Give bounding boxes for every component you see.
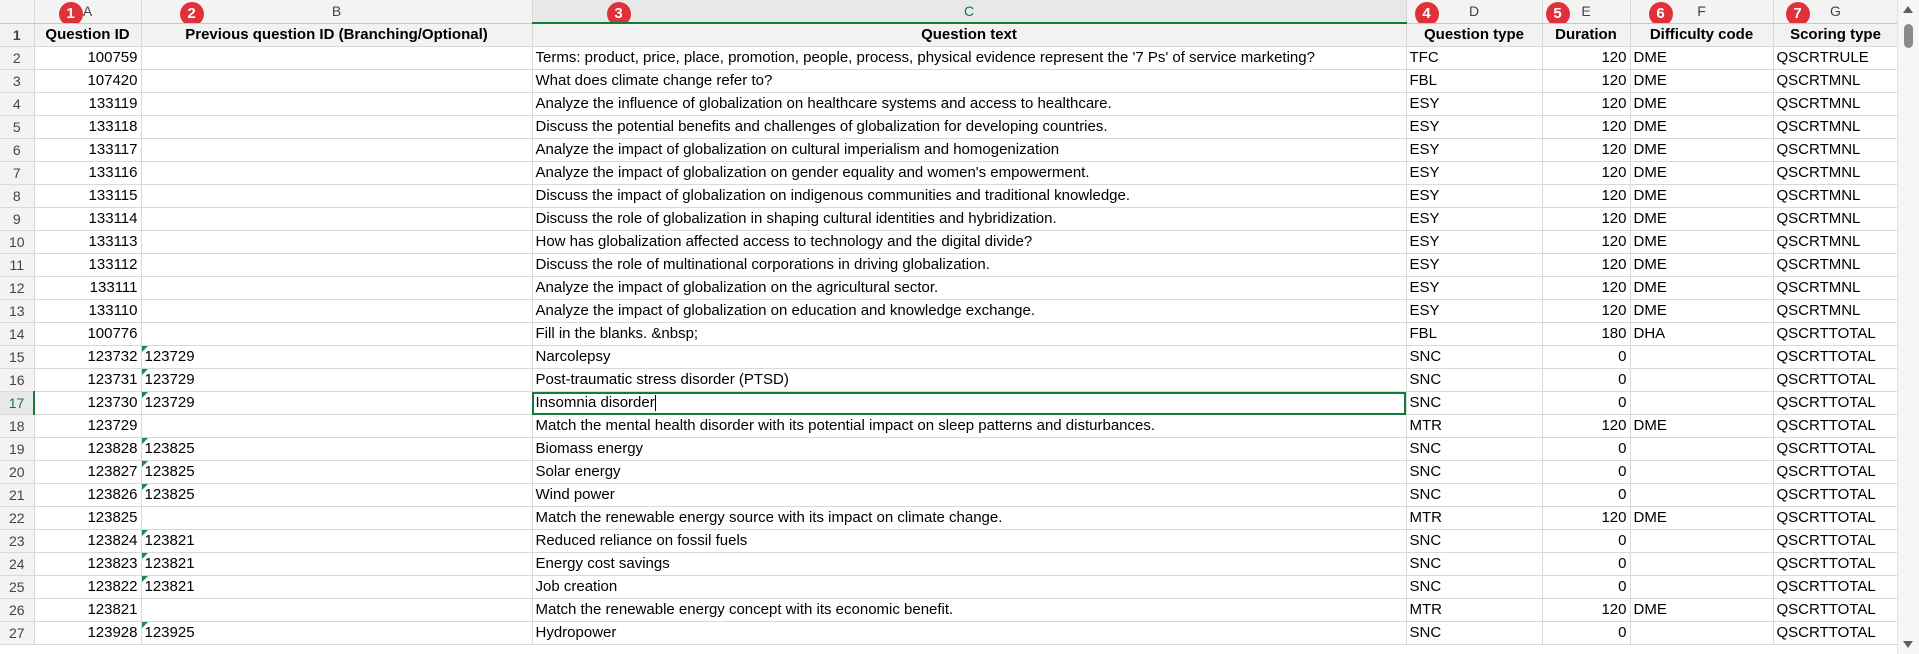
cell-scoring-type[interactable]: QSCRTTOTAL: [1773, 369, 1898, 392]
row-header[interactable]: 15: [0, 346, 34, 369]
cell-question-type[interactable]: ESY: [1406, 231, 1542, 254]
cell-question-text[interactable]: Post-traumatic stress disorder (PTSD): [532, 369, 1406, 392]
header-question-id[interactable]: Question ID: [34, 23, 141, 47]
cell-question-id[interactable]: 123828: [34, 438, 141, 461]
column-letter-c: C: [963, 3, 975, 19]
cell-question-type[interactable]: SNC: [1406, 484, 1542, 507]
cell-previous-question-id[interactable]: 123821: [141, 530, 532, 553]
cell-difficulty-code[interactable]: DME: [1630, 139, 1773, 162]
cell-question-text[interactable]: Narcolepsy: [532, 346, 1406, 369]
cell-difficulty-code[interactable]: DME: [1630, 231, 1773, 254]
table-row: [0, 139, 1898, 162]
cell-previous-question-id[interactable]: 123825: [141, 461, 532, 484]
table-row: [0, 438, 1898, 461]
cell-question-type[interactable]: SNC: [1406, 553, 1542, 576]
cell-difficulty-code[interactable]: DME: [1630, 300, 1773, 323]
cell-previous-question-id[interactable]: 123729: [141, 392, 532, 415]
cell-question-id[interactable]: 123825: [34, 507, 141, 530]
cell-difficulty-code[interactable]: [1630, 622, 1773, 645]
cell-previous-question-id[interactable]: 123729: [141, 369, 532, 392]
cell-difficulty-code[interactable]: [1630, 576, 1773, 599]
cell-question-type[interactable]: ESY: [1406, 139, 1542, 162]
cell-difficulty-code[interactable]: DME: [1630, 277, 1773, 300]
cell-previous-question-id[interactable]: 123821: [141, 553, 532, 576]
cell-previous-question-id[interactable]: 123729: [141, 346, 532, 369]
row-header[interactable]: 8: [0, 185, 34, 208]
cell-question-type[interactable]: SNC: [1406, 392, 1542, 415]
cell-duration[interactable]: 120: [1542, 93, 1630, 116]
cell-question-id[interactable]: 133119: [34, 93, 141, 116]
column-header-b[interactable]: [141, 0, 532, 23]
table-row: [0, 231, 1898, 254]
row-header[interactable]: 3: [0, 70, 34, 93]
cell-duration[interactable]: 120: [1542, 185, 1630, 208]
cell-question-id[interactable]: 123821: [34, 599, 141, 622]
cell-question-type[interactable]: TFC: [1406, 47, 1542, 70]
cell-duration[interactable]: 120: [1542, 415, 1630, 438]
cell-difficulty-code[interactable]: DME: [1630, 507, 1773, 530]
cell-question-text[interactable]: Match the renewable energy source with its impact on climate change.: [532, 507, 1406, 530]
cell-question-type[interactable]: ESY: [1406, 116, 1542, 139]
cell-previous-question-id[interactable]: 123825: [141, 484, 532, 507]
vertical-scrollbar[interactable]: [1897, 0, 1919, 654]
table-row: [0, 599, 1898, 622]
column-header-e[interactable]: [1542, 0, 1630, 23]
header-row: [0, 23, 1898, 47]
table-row: [0, 484, 1898, 507]
table-row: [0, 162, 1898, 185]
cell-question-type[interactable]: FBL: [1406, 323, 1542, 346]
cell-question-type[interactable]: SNC: [1406, 576, 1542, 599]
cell-scoring-type[interactable]: QSCRTTOTAL: [1773, 323, 1898, 346]
cell-previous-question-id[interactable]: [141, 47, 532, 70]
header-question-text[interactable]: Question text: [532, 23, 1406, 47]
cell-duration[interactable]: 0: [1542, 530, 1630, 553]
cell-difficulty-code[interactable]: [1630, 553, 1773, 576]
row-header[interactable]: 2: [0, 47, 34, 70]
cell-question-text[interactable]: Solar energy: [532, 461, 1406, 484]
row-header[interactable]: 26: [0, 599, 34, 622]
table-row: [0, 277, 1898, 300]
cell-duration[interactable]: 120: [1542, 116, 1630, 139]
cell-duration[interactable]: 0: [1542, 553, 1630, 576]
cell-question-text[interactable]: Job creation: [532, 576, 1406, 599]
cell-question-text[interactable]: Analyze the impact of globalization on cultural imperialism and homogenization: [532, 139, 1406, 162]
cell-duration[interactable]: 120: [1542, 139, 1630, 162]
column-badge-1: 1: [59, 2, 83, 23]
row-header[interactable]: 24: [0, 553, 34, 576]
cell-difficulty-code[interactable]: [1630, 530, 1773, 553]
table-row: [0, 116, 1898, 139]
cell-question-id[interactable]: 133115: [34, 185, 141, 208]
row-header[interactable]: 14: [0, 323, 34, 346]
cell-previous-question-id[interactable]: [141, 231, 532, 254]
row-header[interactable]: 23: [0, 530, 34, 553]
cell-question-id[interactable]: 133116: [34, 162, 141, 185]
cell-difficulty-code[interactable]: [1630, 484, 1773, 507]
cell-scoring-type[interactable]: QSCRTMNL: [1773, 93, 1898, 116]
header-question-type[interactable]: Question type: [1406, 23, 1542, 47]
text-caret: [655, 395, 656, 411]
row-header[interactable]: 7: [0, 162, 34, 185]
column-header-c[interactable]: [532, 0, 1406, 23]
cell-question-text[interactable]: Hydropower: [532, 622, 1406, 645]
cell-scoring-type[interactable]: QSCRTMNL: [1773, 277, 1898, 300]
column-header-d[interactable]: [1406, 0, 1542, 23]
cell-previous-question-id[interactable]: [141, 139, 532, 162]
cell-scoring-type[interactable]: QSCRTMNL: [1773, 254, 1898, 277]
cell-edit-text: Insomnia disorder: [535, 394, 655, 411]
table-row: [0, 576, 1898, 599]
cell-scoring-type[interactable]: QSCRTMNL: [1773, 116, 1898, 139]
cell-question-id[interactable]: 133118: [34, 116, 141, 139]
cell-scoring-type[interactable]: QSCRTTOTAL: [1773, 576, 1898, 599]
cell-previous-question-id[interactable]: [141, 300, 532, 323]
column-letter-b: B: [331, 3, 342, 20]
cell-question-id[interactable]: 100759: [34, 47, 141, 70]
cell-duration[interactable]: 120: [1542, 507, 1630, 530]
cell-scoring-type[interactable]: QSCRTMNL: [1773, 70, 1898, 93]
cell-question-text[interactable]: Reduced reliance on fossil fuels: [532, 530, 1406, 553]
cell-question-type[interactable]: FBL: [1406, 70, 1542, 93]
cell-question-text[interactable]: Discuss the potential benefits and challenges of globalization for developing countries.: [532, 116, 1406, 139]
cell-scoring-type[interactable]: QSCRTTOTAL: [1773, 461, 1898, 484]
cell-question-id[interactable]: 123827: [34, 461, 141, 484]
cell-duration[interactable]: 0: [1542, 392, 1630, 415]
cell-scoring-type[interactable]: QSCRTMNL: [1773, 185, 1898, 208]
cell-previous-question-id[interactable]: [141, 415, 532, 438]
cell-scoring-type[interactable]: QSCRTTOTAL: [1773, 599, 1898, 622]
cell-difficulty-code[interactable]: DME: [1630, 70, 1773, 93]
cell-duration[interactable]: 0: [1542, 461, 1630, 484]
header-previous-question-id[interactable]: Previous question ID (Branching/Optional): [141, 23, 532, 47]
cell-question-text[interactable]: Match the mental health disorder with its potential impact on sleep patterns and disturbances.: [532, 415, 1406, 438]
cell-question-type[interactable]: SNC: [1406, 346, 1542, 369]
cell-previous-question-id[interactable]: [141, 323, 532, 346]
cell-question-id[interactable]: 133114: [34, 208, 141, 231]
row-header[interactable]: 10: [0, 231, 34, 254]
cell-previous-question-id[interactable]: [141, 185, 532, 208]
cell-scoring-type[interactable]: QSCRTTOTAL: [1773, 553, 1898, 576]
cell-difficulty-code[interactable]: [1630, 461, 1773, 484]
cell-question-type[interactable]: SNC: [1406, 622, 1542, 645]
table-row: [0, 185, 1898, 208]
table-row: [0, 208, 1898, 231]
row-header[interactable]: 16: [0, 369, 34, 392]
row-header[interactable]: 17: [0, 392, 34, 415]
cell-duration[interactable]: 0: [1542, 438, 1630, 461]
cell-scoring-type[interactable]: QSCRTMNL: [1773, 162, 1898, 185]
cell-duration[interactable]: 120: [1542, 599, 1630, 622]
row-header[interactable]: 9: [0, 208, 34, 231]
cell-question-id[interactable]: 123928: [34, 622, 141, 645]
table-row: [0, 392, 1898, 415]
cell-question-text[interactable]: Fill in the blanks. &nbsp;: [532, 323, 1406, 346]
cell-question-type[interactable]: ESY: [1406, 185, 1542, 208]
table-row: [0, 300, 1898, 323]
table-row: [0, 47, 1898, 70]
cell-question-text[interactable]: Biomass energy: [532, 438, 1406, 461]
cell-question-text[interactable]: Wind power: [532, 484, 1406, 507]
cell-previous-question-id[interactable]: [141, 93, 532, 116]
cell-question-text[interactable]: Discuss the role of globalization in shaping cultural identities and hybridization.: [532, 208, 1406, 231]
table-row: [0, 70, 1898, 93]
row-header[interactable]: 22: [0, 507, 34, 530]
cell-previous-question-id[interactable]: [141, 277, 532, 300]
scroll-down-arrow-icon[interactable]: [1903, 641, 1913, 648]
select-all-corner[interactable]: [0, 0, 34, 23]
cell-question-id[interactable]: 123730: [34, 392, 141, 415]
row-header[interactable]: 11: [0, 254, 34, 277]
cell-duration[interactable]: 0: [1542, 576, 1630, 599]
cell-previous-question-id[interactable]: [141, 162, 532, 185]
cell-difficulty-code[interactable]: DME: [1630, 116, 1773, 139]
cell-difficulty-code[interactable]: [1630, 346, 1773, 369]
cell-scoring-type[interactable]: QSCRTTOTAL: [1773, 484, 1898, 507]
cell-question-type[interactable]: ESY: [1406, 162, 1542, 185]
cell-difficulty-code[interactable]: DME: [1630, 208, 1773, 231]
cell-question-type[interactable]: MTR: [1406, 599, 1542, 622]
cell-difficulty-code[interactable]: DME: [1630, 599, 1773, 622]
column-header-f[interactable]: [1630, 0, 1773, 23]
column-header-row: [0, 0, 1898, 23]
cell-duration[interactable]: 180: [1542, 323, 1630, 346]
cell-question-id[interactable]: 123731: [34, 369, 141, 392]
row-header[interactable]: 21: [0, 484, 34, 507]
cell-difficulty-code[interactable]: DME: [1630, 47, 1773, 70]
cell-question-id[interactable]: 123732: [34, 346, 141, 369]
column-header-g[interactable]: [1773, 0, 1898, 23]
header-duration[interactable]: Duration: [1542, 23, 1630, 47]
table-row: [0, 323, 1898, 346]
column-badge-7: 7: [1786, 2, 1810, 23]
scrollbar-thumb[interactable]: [1904, 24, 1913, 48]
table-row: [0, 254, 1898, 277]
column-letter-f: F: [1697, 3, 1706, 20]
cell-duration[interactable]: 0: [1542, 622, 1630, 645]
table-row: [0, 530, 1898, 553]
cell-duration[interactable]: 120: [1542, 162, 1630, 185]
cell-question-type[interactable]: ESY: [1406, 277, 1542, 300]
table-row: [0, 369, 1898, 392]
cell-difficulty-code[interactable]: DME: [1630, 254, 1773, 277]
cell-question-id[interactable]: 123822: [34, 576, 141, 599]
table-row: [0, 622, 1898, 645]
table-row: [0, 461, 1898, 484]
cell-scoring-type[interactable]: QSCRTTOTAL: [1773, 438, 1898, 461]
cell-scoring-type[interactable]: QSCRTTOTAL: [1773, 392, 1898, 415]
cell-duration[interactable]: 120: [1542, 254, 1630, 277]
cell-difficulty-code[interactable]: [1630, 392, 1773, 415]
column-letter-d: D: [1468, 3, 1480, 20]
cell-question-text[interactable]: Terms: product, price, place, promotion, people, process, physical evidence represent the '7 Ps' of service marketing?: [532, 47, 1406, 70]
table-row: [0, 93, 1898, 116]
row-header[interactable]: 4: [0, 93, 34, 116]
cell-scoring-type[interactable]: QSCRTTOTAL: [1773, 415, 1898, 438]
cell-question-text[interactable]: Match the renewable energy concept with its economic benefit.: [532, 599, 1406, 622]
cell-question-id[interactable]: 123729: [34, 415, 141, 438]
column-letter-a: A: [82, 3, 93, 20]
cell-question-type[interactable]: SNC: [1406, 438, 1542, 461]
scroll-up-arrow-icon[interactable]: [1903, 6, 1913, 13]
row-header[interactable]: 20: [0, 461, 34, 484]
cell-duration[interactable]: 120: [1542, 70, 1630, 93]
cell-question-text[interactable]: What does climate change refer to?: [532, 70, 1406, 93]
cell-question-id[interactable]: 100776: [34, 323, 141, 346]
cell-scoring-type[interactable]: QSCRTTOTAL: [1773, 622, 1898, 645]
cell-previous-question-id[interactable]: [141, 254, 532, 277]
cell-question-id[interactable]: 133112: [34, 254, 141, 277]
row-header[interactable]: 5: [0, 116, 34, 139]
row-header[interactable]: 12: [0, 277, 34, 300]
cell-difficulty-code[interactable]: [1630, 369, 1773, 392]
column-badge-3: 3: [607, 2, 631, 23]
column-badge-4: 4: [1415, 2, 1439, 23]
cell-scoring-type[interactable]: QSCRTTOTAL: [1773, 507, 1898, 530]
cell-previous-question-id[interactable]: [141, 208, 532, 231]
cell-previous-question-id[interactable]: 123821: [141, 576, 532, 599]
cell-question-text[interactable]: Energy cost savings: [532, 553, 1406, 576]
cell-difficulty-code[interactable]: [1630, 438, 1773, 461]
column-badge-6: 6: [1649, 2, 1673, 23]
cell-previous-question-id[interactable]: [141, 599, 532, 622]
row-header[interactable]: 19: [0, 438, 34, 461]
cell-question-id[interactable]: 133111: [34, 277, 141, 300]
column-letter-g: G: [1830, 3, 1841, 20]
cell-question-id[interactable]: 123824: [34, 530, 141, 553]
cell-difficulty-code[interactable]: DME: [1630, 185, 1773, 208]
cell-question-type[interactable]: MTR: [1406, 507, 1542, 530]
column-letter-e: E: [1581, 3, 1591, 20]
cell-previous-question-id[interactable]: [141, 116, 532, 139]
cell-question-type[interactable]: SNC: [1406, 369, 1542, 392]
cell-question-text[interactable]: Discuss the role of multinational corporations in driving globalization.: [532, 254, 1406, 277]
table-row: [0, 507, 1898, 530]
cell-previous-question-id[interactable]: 123925: [141, 622, 532, 645]
header-scoring-type[interactable]: Scoring type: [1773, 23, 1898, 47]
cell-difficulty-code[interactable]: DME: [1630, 162, 1773, 185]
cell-scoring-type[interactable]: QSCRTTOTAL: [1773, 530, 1898, 553]
header-difficulty-code[interactable]: Difficulty code: [1630, 23, 1773, 47]
cell-scoring-type[interactable]: QSCRTMNL: [1773, 208, 1898, 231]
column-badge-5: 5: [1546, 2, 1570, 23]
row-header[interactable]: 13: [0, 300, 34, 323]
row-header[interactable]: 18: [0, 415, 34, 438]
cell-duration[interactable]: 0: [1542, 346, 1630, 369]
cell-question-text[interactable]: Discuss the impact of globalization on indigenous communities and traditional knowledge.: [532, 185, 1406, 208]
cell-previous-question-id[interactable]: 123825: [141, 438, 532, 461]
cell-question-text[interactable]: Analyze the impact of globalization on education and knowledge exchange.: [532, 300, 1406, 323]
cell-question-id[interactable]: 133113: [34, 231, 141, 254]
cell-duration[interactable]: 120: [1542, 277, 1630, 300]
row-header[interactable]: 25: [0, 576, 34, 599]
row-header[interactable]: 6: [0, 139, 34, 162]
cell-duration[interactable]: 0: [1542, 369, 1630, 392]
cell-difficulty-code[interactable]: DME: [1630, 415, 1773, 438]
cell-previous-question-id[interactable]: [141, 70, 532, 93]
cell-difficulty-code[interactable]: DHA: [1630, 323, 1773, 346]
cell-question-text[interactable]: Analyze the impact of globalization on gender equality and women's empowerment.: [532, 162, 1406, 185]
cell-question-id[interactable]: 133117: [34, 139, 141, 162]
cell-duration[interactable]: 120: [1542, 208, 1630, 231]
cell-scoring-type[interactable]: QSCRTTOTAL: [1773, 346, 1898, 369]
cell-difficulty-code[interactable]: DME: [1630, 93, 1773, 116]
cell-question-type[interactable]: ESY: [1406, 254, 1542, 277]
column-header-a[interactable]: [34, 0, 141, 23]
cell-question-type[interactable]: ESY: [1406, 93, 1542, 116]
table-row: [0, 553, 1898, 576]
cell-question-type[interactable]: ESY: [1406, 300, 1542, 323]
cell-question-id[interactable]: 133110: [34, 300, 141, 323]
cell-question-type[interactable]: SNC: [1406, 461, 1542, 484]
cell-question-id[interactable]: 107420: [34, 70, 141, 93]
table-row: [0, 415, 1898, 438]
cell-question-id[interactable]: 123826: [34, 484, 141, 507]
cell-scoring-type[interactable]: QSCRTMNL: [1773, 139, 1898, 162]
cell-previous-question-id[interactable]: [141, 507, 532, 530]
cell-question-text[interactable]: How has globalization affected access to technology and the digital divide?: [532, 231, 1406, 254]
cell-duration[interactable]: 0: [1542, 484, 1630, 507]
column-badge-2: 2: [180, 2, 204, 23]
cell-question-type[interactable]: SNC: [1406, 530, 1542, 553]
cell-question-text[interactable]: Analyze the impact of globalization on the agricultural sector.: [532, 277, 1406, 300]
row-header[interactable]: 27: [0, 622, 34, 645]
row-header[interactable]: 1: [0, 23, 34, 47]
cell-duration[interactable]: 120: [1542, 231, 1630, 254]
cell-question-text[interactable]: [532, 392, 1406, 415]
cell-question-id[interactable]: 123823: [34, 553, 141, 576]
cell-scoring-type[interactable]: QSCRTRULE: [1773, 47, 1898, 70]
cell-duration[interactable]: 120: [1542, 47, 1630, 70]
cell-scoring-type[interactable]: QSCRTMNL: [1773, 231, 1898, 254]
cell-question-type[interactable]: ESY: [1406, 208, 1542, 231]
cell-duration[interactable]: 120: [1542, 300, 1630, 323]
cell-question-type[interactable]: MTR: [1406, 415, 1542, 438]
table-row: [0, 346, 1898, 369]
cell-question-text[interactable]: Analyze the influence of globalization on healthcare systems and access to healthcare.: [532, 93, 1406, 116]
cell-scoring-type[interactable]: QSCRTMNL: [1773, 300, 1898, 323]
